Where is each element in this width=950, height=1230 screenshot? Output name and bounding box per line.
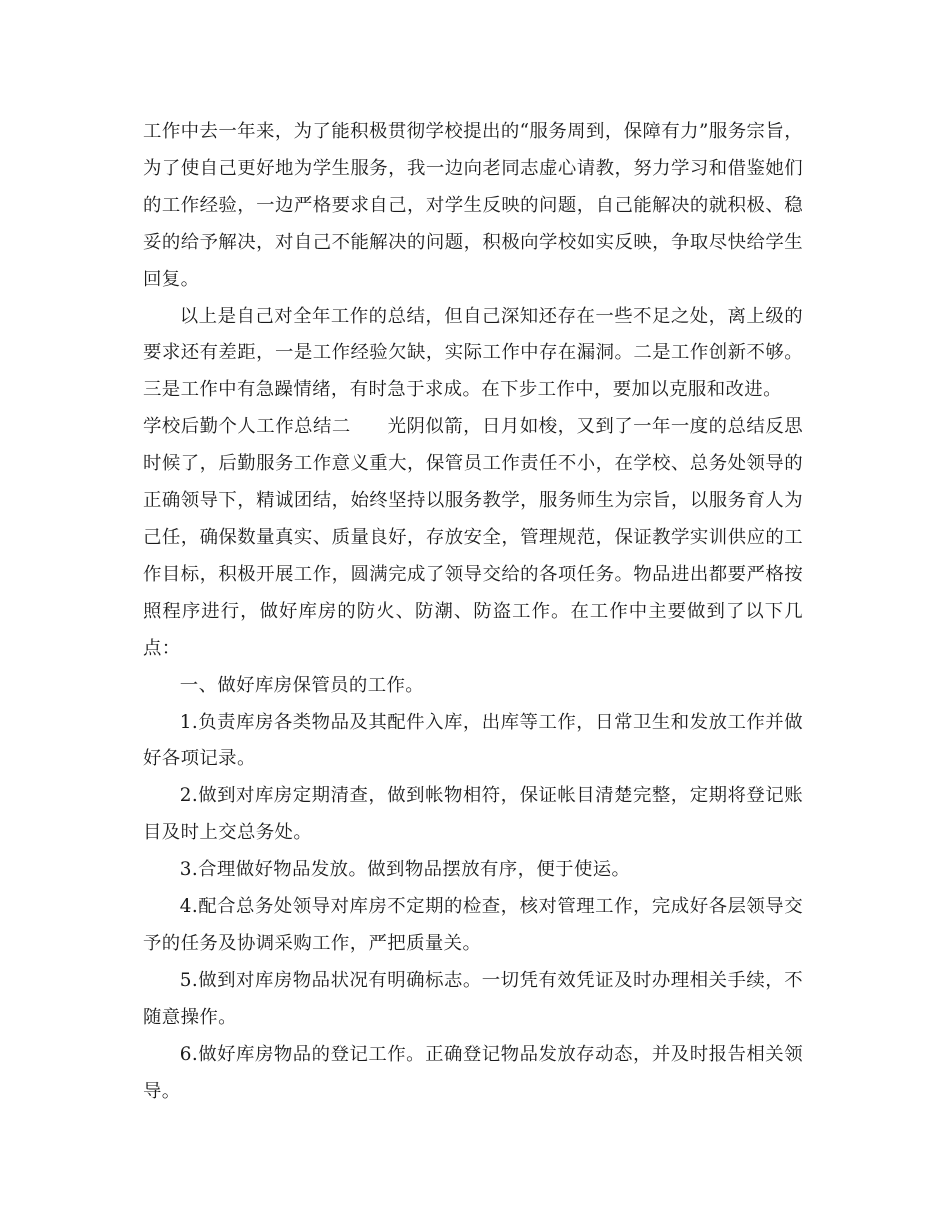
paragraph-item-6: 6.做好库房物品的登记工作。正确登记物品发放存动态，并及时报告相关领导。: [143, 1043, 803, 1102]
paragraph-shortcomings: 以上是自己对全年工作的总结，但自己深知还存在一些不足之处，离上级的要求还有差距，一是工作经验欠缺，实际工作中存在漏洞。二是工作创新不够。三是工作中有急躁情绪，有时急于求成。在下步工作中，要加以克服和改进。: [143, 305, 803, 401]
section-two-body: 光阴似箭，日月如梭，又到了一年一度的总结反思时候了，后勤服务工作意义重大，保管员工作责任不小，在学校、总务处领导的正确领导下，精诚团结，始终坚持以服务教学，服务师生为宗旨，以服务育人为己任，确保数量真实、质量良好，存放安全，管理规范，保证教学实训供应的工作目标，积极开展工作，圆满完成了领导交给的各项任务。物品进出都要严格按照程序进行，做好库房的防火、防潮、防盗工作。在工作中主要做到了以下几点：: [143, 416, 803, 659]
paragraph-point-heading: 一、做好库房保管员的工作。: [179, 674, 425, 696]
paragraph-item-2: 2.做到对库房定期清查，做到帐物相符，保证帐目清楚完整，定期将登记账目及时上交总务处。: [143, 785, 803, 844]
paragraph-item-5: 5.做到对库房物品状况有明确标志。一切凭有效凭证及时办理相关手续，不随意操作。: [143, 969, 803, 1028]
paragraph-item-4: 4.配合总务处领导对库房不定期的检查，核对管理工作，完成好各层领导交予的任务及协调采购工作，严把质量关。: [143, 896, 803, 954]
document-body: [143, 114, 803, 1110]
section-heading: 学校后勤个人工作总结二: [143, 416, 351, 438]
paragraph-item-1: 1.负责库房各类物品及其配件入库，出库等工作，日常卫生和发放工作并做好各项记录。: [143, 711, 803, 770]
paragraph-item-3: 3.合理做好物品发放。做到物品摆放有序，便于使运。: [179, 859, 631, 881]
paragraph-intro-continued: 工作中去一年来，为了能积极贯彻学校提出的“服务周到，保障有力”服务宗旨，为了使自己更好地为学生服务，我一边向老同志虚心请教，努力学习和借鉴她们的工作经验，一边严格要求自己，对学生反映的问题，自己能解决的就积极、稳妥的给予解决，对自己不能解决的问题，积极向学校如实反映，争取尽快给学生回复。: [143, 121, 803, 290]
paragraph-section-two: [143, 409, 803, 667]
